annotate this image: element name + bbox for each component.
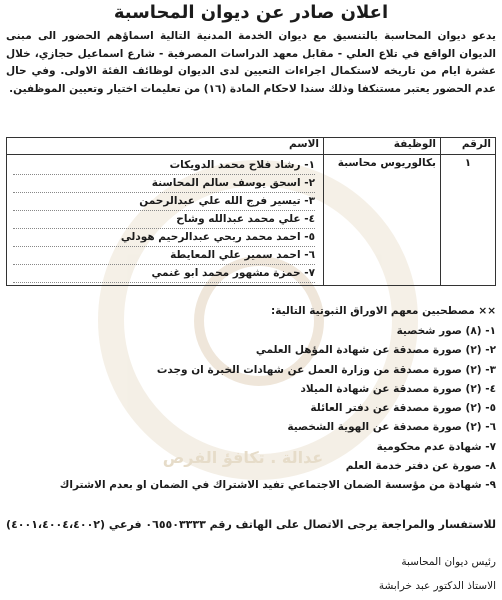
list-item: ٤- (٢) صورة مصدقة عن شهادة الميلاد [300,382,496,395]
signatory-role: رئيس ديوان المحاسبة [401,556,496,568]
header-job: الوظيفة [324,138,441,155]
signatory-name: الاستاذ الدكتور عبد خرابشة [378,580,496,592]
list-item: ٩- شهادة من مؤسسة الضمان الاجتماعي تفيد الاشتراك في الضمان او بعدم الاشتراك [59,479,496,492]
documents-heading: ×× مصطحبين معهم الاوراق الثبوتية التالية: [271,305,496,317]
row-number: ١ [441,155,496,286]
candidate-name: ٧- حمزة مشهور محمد ابو غنمي [13,265,315,283]
list-item: ٣- (٢) صورة مصدقة من وزارة العمل عن شهادات الخبرة ان وجدت [156,363,496,376]
candidates-table [6,137,496,286]
announcement-title: اعلان صادر عن ديوان المحاسبة [113,2,389,23]
candidate-name: ٤- علي محمد عبدالله وشاح [13,211,315,229]
documents-list [6,322,496,496]
list-item: ٧- شهادة عدم محكومية [376,440,496,453]
candidate-name: ١- رشاد فلاح محمد الدويكات [13,157,315,175]
row-job: بكالوريوس محاسبة [324,155,441,286]
table-row [7,155,496,286]
watermark-slogan: عدالة . تكافؤ الفرص [162,448,324,467]
table-header-row [7,138,496,155]
list-item: ٨- صورة عن دفتر خدمة العلم [345,460,496,473]
announcement-intro: يدعو ديوان المحاسبة بالتنسيق مع ديوان الخدمة المدنية التالية اسماؤهم الحضور الى مبنى الديوان الواقع في تلاع العلي - مقابل معهد الدراسات المصرفية - شارع اسماعيل حجازي، خلال عشرة ايام من تاريخه لاستكمال اجراءات التعيين لدى الديوان لوظائف الفئة الاولى. وفي حال عدم الحضور يعتبر مستنكفا وذلك سندا لاحكام المادة (١٦) من تعليمات اختيار وتعيين الموظفين. [6,30,496,95]
list-item: ٥- (٢) صورة مصدقة عن دفتر العائلة [310,402,496,415]
contact-line: للاستفسار والمراجعة يرجى الاتصال على الهاتف رقم ٠٦٥٥٠٣٣٣٣ فرعي (٤٠٠١،٤٠٠٤،٤٠٠٢) [6,518,496,531]
list-item: ٢- (٢) صورة مصدقة عن شهادة المؤهل العلمي [255,344,496,357]
candidate-name: ٦- احمد سمير علي المعايطة [13,247,315,265]
list-item: ٦- (٢) صورة مصدقة عن الهوية الشخصية [287,421,496,434]
row-names [7,155,324,286]
candidate-name: ٥- احمد محمد ربحي عبدالرحيم هودلي [13,229,315,247]
header-name: الاسم [7,138,324,155]
header-number: الرقم [441,138,496,155]
list-item: ١- (٨) صور شخصية [396,325,496,337]
candidate-name: ٣- تيسير فرج الله علي عبدالرحمن [13,193,315,211]
candidate-name: ٢- اسحق يوسف سالم المحاسنة [13,175,315,193]
